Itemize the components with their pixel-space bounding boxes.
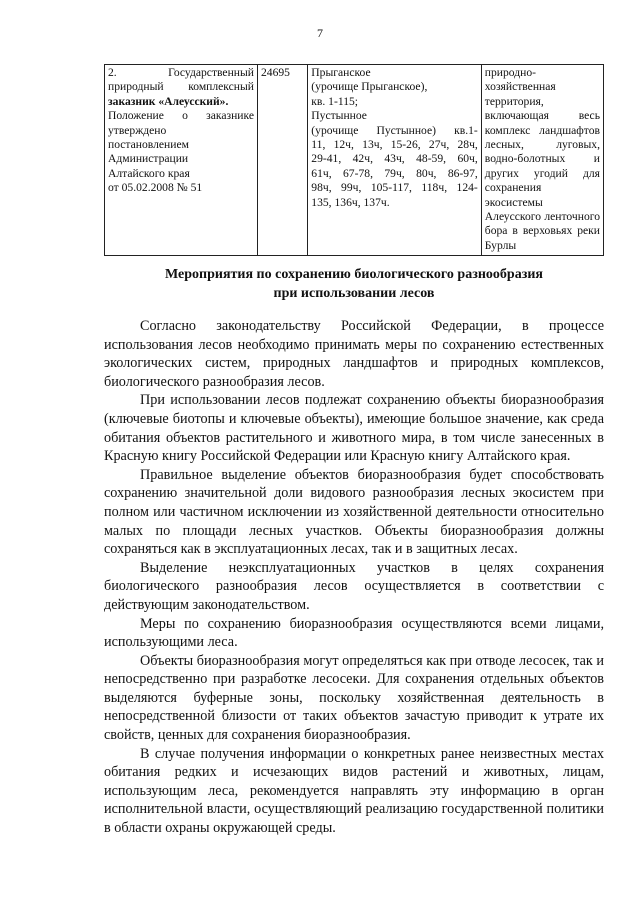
reserve-name-cell xyxy=(105,65,258,256)
cell-line: (урочище Пустынное) кв.1- xyxy=(311,123,478,137)
section-title-line: Мероприятия по сохранению биологического разнообразия xyxy=(165,267,543,282)
cell-line: включающая весь xyxy=(484,109,600,123)
cell-line: 61ч, 67-78, 79ч, 80ч, 86-97, xyxy=(311,166,478,180)
cell-line: бора в верховьях реки xyxy=(484,224,600,238)
reserve-table xyxy=(104,64,604,256)
cell-line: сохранения экосистемы xyxy=(484,181,543,209)
paragraph: При использовании лесов подлежат сохранению объекты биоразнообразия (ключевые биотопы и ключевые объекты), имеющие большое значение, как среда обитания объектов растительного и животного мира, в том числе занесенных в Красную книгу Российской Федерации или Красную книгу Алтайского края. xyxy=(104,392,604,465)
cell-line: Алтайского края xyxy=(108,166,190,180)
cell-line: водно-болотных и xyxy=(484,152,600,166)
paragraph: Согласно законодательству Российской Федерации, в процессе использования лесов необходимо принимать меры по сохранению естественных экологических систем, природных ландшафтов и природных комплексов, биологического разнообразия лесов. xyxy=(104,318,604,390)
cell-line: утверждено xyxy=(108,123,167,137)
cell-line: (урочище Прыганское), xyxy=(311,80,428,94)
cell-line: от 05.02.2008 № 51 xyxy=(108,181,203,195)
paragraph: Правильное выделение объектов биоразнообразия будет способствовать сохранению значительной доли видового разнообразия лесных экосистем при полном или частичном исключении из хозяйственной деятельности относительно малых по площади лесных участков. Объекты биоразнообразия должны сохраняться как в эксплуатационных лесах, так и в защитных лесах. xyxy=(104,466,604,558)
cell-line: хозяйственная xyxy=(484,80,556,94)
cell-line: Пустынное xyxy=(311,109,367,123)
section-title-line: при использовании лесов xyxy=(273,286,435,301)
cell-line: 11, 12ч, 13ч, 15-26, 27ч, 28ч, xyxy=(311,138,478,152)
body-text xyxy=(104,317,604,838)
cell-line: 29-41, 42ч, 43ч, 48-59, 60ч, xyxy=(311,152,478,166)
cell-line: природно- xyxy=(484,66,537,79)
cell-line: лесных, луговых, xyxy=(484,138,600,152)
cell-line: кв. 1-115; xyxy=(311,94,359,108)
table-row xyxy=(105,65,604,256)
location-cell xyxy=(308,65,482,256)
cell-line: Алеусского ленточного xyxy=(484,210,600,224)
section-title xyxy=(104,265,604,303)
cell-line: Прыганское xyxy=(311,66,371,79)
cell-line: 135, 136ч, 137ч. xyxy=(311,195,390,209)
paragraph: Меры по сохранению биоразнообразия осуществляются всеми лицами, использующими леса. xyxy=(104,615,604,651)
cell-line: других угодий для xyxy=(484,166,600,180)
cell-line: постановлением xyxy=(108,138,189,152)
description-cell xyxy=(481,65,603,256)
cell-line: комплекс ландшафтов xyxy=(484,123,600,137)
page-number: 7 xyxy=(317,26,323,40)
cell-line: Положение о заказнике xyxy=(108,109,254,123)
paragraph: Выделение неэксплуатационных участков в целях сохранения биологического разнообразия лесов осуществляется в соответствии с действующим законодательством. xyxy=(104,559,604,613)
paragraph: Объекты биоразнообразия могут определяться как при отводе лесосек, так и непосредственно при разработке лесосеки. Для сохранения отдельных объектов выделяются буферные зоны, поскольку хозяйственная деятельность в непосредственной близости от таких объектов зачастую приводит к утрате их свойств, ценных для сохранения биоразнообразия. xyxy=(104,652,604,744)
cell-line: 98ч, 99ч, 105-117, 118ч, 124- xyxy=(311,181,478,195)
cell-line: Администрации xyxy=(108,152,189,166)
cell-line: заказник «Алеусский». xyxy=(108,94,229,108)
area-cell xyxy=(257,65,307,256)
paragraph: В случае получения информации о конкретных ранее неизвестных местах обитания редких и исчезающих видов растений и животных, лицам, использующим леса, рекомендуется направлять эту информацию в орган исполнительной власти, осуществляющий реализацию государственной политики в области охраны окружающей среды. xyxy=(104,745,604,837)
cell-line: природный комплексный xyxy=(108,80,254,94)
cell-line: 24695 xyxy=(260,66,290,79)
cell-line: территория, xyxy=(484,94,544,108)
cell-line: Бурлы xyxy=(484,238,517,252)
cell-line: 2. Государственный xyxy=(108,66,254,79)
